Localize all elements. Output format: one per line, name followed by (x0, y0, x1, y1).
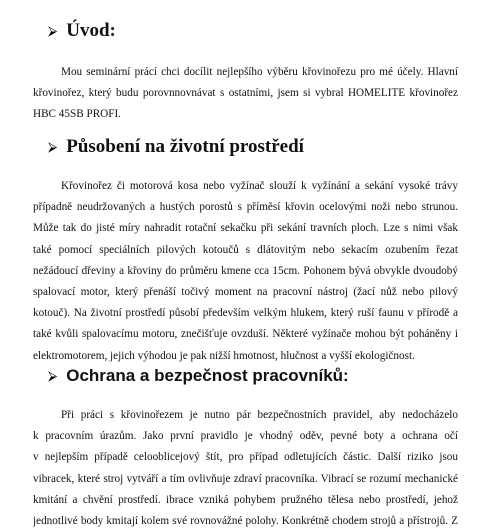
section-heading-ochrana (48, 366, 349, 386)
paragraph-line: nežádoucí dřeviny a křoviny do průměru kmene cca 15cm. Pohonem bývá obvykle dvoudobý (33, 264, 458, 277)
paragraph-line: vibracek, které stroj vytváří a tím ovlivňuje zdraví pracovníka. Vibrací se rozumí mechanické (33, 472, 458, 485)
arrow-bullet-icon: ⮚ (48, 368, 58, 384)
paragraph-uvod (33, 62, 458, 126)
paragraph-line: Může tak do jisté míry nahradit rotační sekačku při sekání travních ploch. Lze s nimi však (33, 222, 458, 235)
paragraph-line: spalovací motor, který přenáší točivý moment na pracovní nástroj (žací nůž nebo pilový (33, 285, 458, 298)
paragraph-line: Mou seminární prácí chci docílit nejlepšího výběru křovinořezu pro mé účely. Hlavní (61, 66, 458, 78)
paragraph-line: Křovinořez či motorová kosa nebo vyžínač slouží k vyžínání a sekání vysoké trávy (61, 180, 458, 192)
paragraph-line: elektromotorem, jejich výhodou je pak nižší hmotnost, hlučnost a vyšší ekologičnost. (33, 349, 415, 362)
section-heading-prostredi (48, 136, 304, 158)
arrow-bullet-icon: ⮚ (48, 139, 58, 155)
paragraph-line: k pracovním úrazům. Jako první pravidlo je vhodný oděv, pevné boty a ochrana očí (33, 430, 458, 443)
paragraph-line: Při práci s křovinořezem je nutno pár bezpečnostních pravidel, aby nedocházelo (61, 409, 458, 421)
paragraph-line: také pomocí speciálních pilových kotoučů s dlátovitým nebo sekacím ozubením řezat (33, 243, 458, 256)
paragraph-ochrana (33, 405, 458, 532)
paragraph-line: jednotlivé body kmitají kolem své rovnovážné polohy. Konkrétně chodem strojů a přístrojů. Z (33, 514, 458, 527)
arrow-bullet-icon: ⮚ (48, 23, 58, 39)
section-title: Úvod: (66, 20, 116, 41)
paragraph-line: křovinořez, který budu porovnnovnávat s ostatními, jsem si vybral HOMELITE křovinořez (33, 87, 458, 100)
section-heading-uvod (48, 20, 116, 42)
paragraph-line: také kvůli spalovacímu motoru, znečišťuje ovzduší. Některé vyžínače mohou být poháněny i (33, 328, 458, 341)
paragraph-prostredi (33, 176, 458, 367)
paragraph-line: kmitání a chvění prostředí. ibrace vzniká pohybem pružného tělesa nebo prostředí, jehož (33, 493, 458, 506)
paragraph-line: kotouč). Na životní prostředí působí především velkým hlukem, který ruší faunu v přírodě a (33, 307, 458, 320)
paragraph-line: HBC 45SB PROFI. (33, 108, 121, 121)
section-title: Působení na životní prostředí (66, 136, 304, 157)
paragraph-line: případně neudržovaných a hustých porostů s příměsí křovin ocelovými noži nebo strunou. (33, 201, 458, 214)
section-title: Ochrana a bezpečnost pracovníků: (66, 366, 349, 385)
paragraph-line: v nejlepším případě celooblicejový štít, pro případ odletujících částic. Další riziko jsou (33, 451, 458, 464)
